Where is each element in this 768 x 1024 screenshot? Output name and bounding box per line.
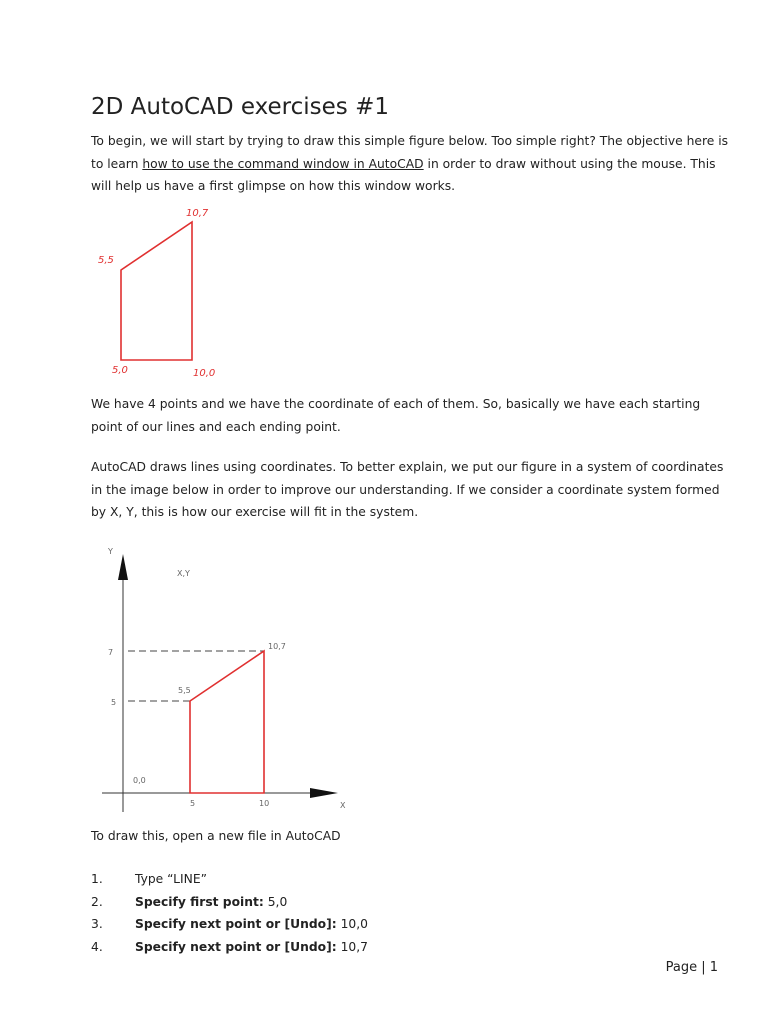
system-label: X,Y xyxy=(177,569,190,578)
tick-y-7: 7 xyxy=(108,648,114,657)
axis-y-label: Y xyxy=(108,547,113,556)
list-item: 4. Specify next point or [Undo]: 10,7 xyxy=(91,939,368,954)
point-10-7-label: 10,7 xyxy=(268,642,286,651)
x-axis-arrow xyxy=(310,788,338,798)
intro-paragraph xyxy=(91,130,731,198)
intro-text-after: in order to draw without using the mouse. This will help us have a first glimpse on how this window works. xyxy=(91,156,716,193)
paragraph-open-file: To draw this, open a new file in AutoCAD xyxy=(91,829,341,843)
origin-label: 0,0 xyxy=(133,776,146,785)
tick-y-5: 5 xyxy=(111,698,117,707)
figure-coordinate-system xyxy=(100,540,360,820)
steps-list xyxy=(91,868,691,958)
point-5-5-label: 5,5 xyxy=(178,686,191,695)
label-5-0: 5,0 xyxy=(112,365,128,376)
intro-text-before: To begin, we will start by trying to draw this simple figure below. Too simple right? The objective here is to learn xyxy=(91,134,729,171)
figure-simple-shape xyxy=(90,200,250,385)
paragraph-points: We have 4 points and we have the coordinate of each of them. So, basically we have each starting point of our lines and each ending point. xyxy=(91,397,701,434)
shape-outline-2 xyxy=(190,651,264,793)
axis-x-label: X xyxy=(340,801,346,810)
label-10-0: 10,0 xyxy=(193,368,216,379)
shape-outline xyxy=(121,222,192,360)
list-item: 3. Specify next point or [Undo]: 10,0 xyxy=(91,917,368,931)
y-axis-arrow xyxy=(118,554,128,580)
list-item: 2. Specify first point: 5,0 xyxy=(91,894,288,909)
label-5-5: 5,5 xyxy=(98,255,114,266)
command-window-link[interactable]: how to use the command window in AutoCAD xyxy=(142,156,424,171)
paragraph-coordinates: AutoCAD draws lines using coordinates. To better explain, we put our figure in a system of coordinates in the image below in order to improve our understanding. If we consider a coordinate system formed by X, Y, this is how our exercise will fit in the system. xyxy=(91,460,724,519)
tick-x-5: 5 xyxy=(190,799,196,808)
list-item: 1. Type “LINE” xyxy=(91,872,207,886)
tick-x-10: 10 xyxy=(259,799,270,808)
label-10-7: 10,7 xyxy=(186,208,209,219)
page-number: Page | 1 xyxy=(665,960,718,975)
page-title: 2D AutoCAD exercises #1 xyxy=(91,94,389,120)
